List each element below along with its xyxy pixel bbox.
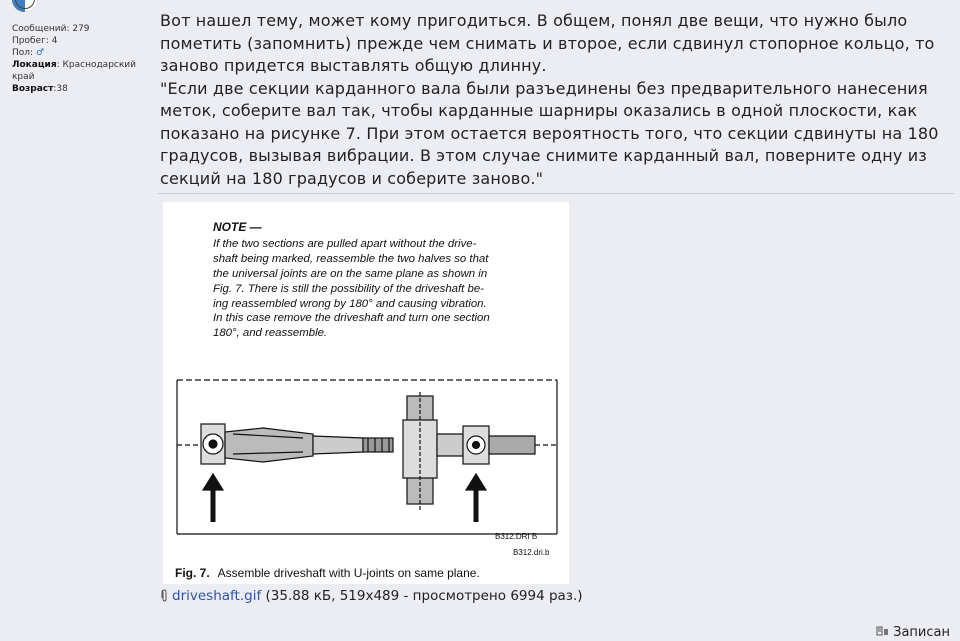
attached-image[interactable] <box>163 202 569 584</box>
post-body <box>160 10 950 190</box>
recorded-icon <box>876 625 890 637</box>
attachment-details: (35.88 кБ, 519x489 - просмотрено 6994 раз.) <box>261 588 583 604</box>
recorded-status[interactable] <box>876 624 950 640</box>
figure-caption: Fig. 7. Assemble driveshaft with U-joints on same plane. <box>175 566 480 580</box>
avatar[interactable] <box>12 0 38 12</box>
user-sidebar <box>0 0 152 640</box>
posts-count: Сообщений: 279 <box>12 24 90 34</box>
age: Возраст:38 <box>12 84 68 94</box>
attachment-link[interactable]: driveshaft.gif <box>172 588 262 604</box>
location: Локация: Краснодарский край <box>12 60 136 82</box>
figure-code: B312.DRI B <box>495 532 538 541</box>
gender: Пол: ♂ <box>12 48 45 58</box>
figure-code-2: B312.dri.b <box>513 548 550 557</box>
user-info <box>12 23 152 95</box>
post-divider <box>158 193 954 194</box>
post-paragraph: Вот нашел тему, может кому пригодиться. В общем, понял две вещи, что нужно было пометить (запомнить) прежде чем снимать и второе, если сдвинул стопорное кольцо, то заново придется выставлять общую длинну. <box>160 11 935 75</box>
attachment-line <box>160 587 583 604</box>
recorded-label: Записан <box>893 625 950 640</box>
paperclip-icon <box>160 589 169 602</box>
post-quote: "Если две секции карданного вала были разъединены без предварительного нанесения меток, соберите вал так, чтобы карданные шарниры оказались в одной плоскости, как показано на рисунке 7. При этом остается вероятность того, что секции сдвинуты на 180 градусов, вызывая вибрации. В этом случае снимите карданный вал, поверните одну из секций на 180 градусов и соберите заново." <box>160 78 939 188</box>
note-text: NOTE — If the two sections are pulled apart without the drive- shaft being marked, reassemble the two halves so that the universal joints are on the same plane as shown in Fig. 7. There is still the possibility of the driveshaft be- ing reassembled wrong by 180° and causing vibration. In this case remove the driveshaft and turn one section 180°, and reassemble. <box>213 220 490 340</box>
male-icon: ♂ <box>35 48 45 58</box>
mileage: Пробег: 4 <box>12 36 58 46</box>
